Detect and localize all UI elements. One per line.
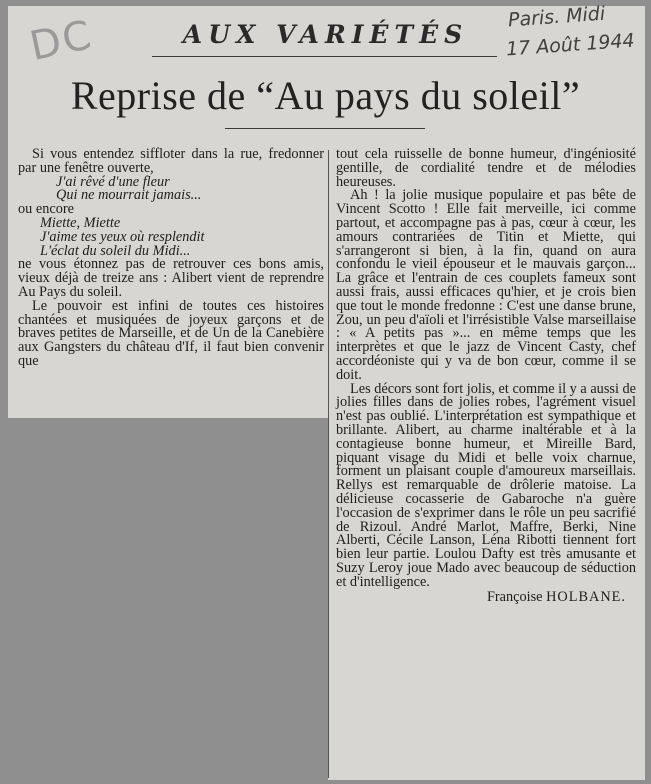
article-title: Reprise de “Au pays du soleil” <box>70 73 581 118</box>
left-paragraph-2: ne vous étonnez pas de retrouver ces bons amis, vieux déjà de treize ans : Alibert vient de reprendre Au Pays du soleil. <box>18 256 324 300</box>
right-paragraph-2: Ah ! la jolie musique populaire et pas bête de Vincent Scotto ! Elle fait merveille, ici comme partout, et accompagne pas à pas, cœur à cœur, les amours contrariées de Titin et Miette, qui s'arrangeront si bien, à la fin, quand on aura confondu le vieil épouseur et le mauvais garçon... La grâce et l'entrain de ces couplets fameux sont aussi frais, aussi efficaces qu'hier, et je crois bien que tout le monde fredonne : C'est une danse brune, Zou, un peu d'aïoli et l'irrésistible Valse marseillaise : « A petits pas »... en même temps que les interprètes et que le jazz de Vincent Casty, chef accordéoniste qui y va de bon cœur, comme il se doit. <box>336 187 636 383</box>
author-last-name: HOLBANE. <box>546 588 626 605</box>
right-paragraph-3: Les décors sont fort jolis, et comme il y a aussi de jolies filles dans de jolies robes, l'agrément visuel n'est pas oublié. L'interprétation est sympathique et brillante. Alibert, au charme inaltérable et à la contagieuse bonne humeur, et Mireille Bard, piquant visage du Midi et belle voix charnue, forment un plaisant couple d'amoureux marseillais. Rellys est remarquable de drôlerie matoise. La délicieuse cocasserie de Gabaroche n'a guère l'occasion de s'exprimer dans le rôle un peu sacrifié de Rizoul. André Marlot, Maffre, Berki, Nine Alberti, Cécile Lanson, Léna Ribotti tiennent fort bien leur partie. Loulou Dafty est très amusante et Suzy Leroy joue Mado avec beaucoup de séduction et d'intelligence. <box>336 380 636 590</box>
article-left-column <box>18 148 324 369</box>
handwritten-stamp: DC <box>25 11 97 71</box>
ou-encore-line: ou encore <box>18 201 74 218</box>
section-kicker: AUX VARIÉTÉS <box>182 20 469 49</box>
article-right-column <box>336 148 636 604</box>
song-verse-1: J'ai rêvé d'une fleur <box>56 173 170 190</box>
song-verse-3: Miette, Miette <box>40 214 121 231</box>
author-signature <box>336 588 636 605</box>
kicker-rule <box>152 56 497 57</box>
handwritten-source: Paris. Midi <box>507 2 606 32</box>
right-paragraph-1: tout cela ruisselle de bonne humeur, d'ingéniosité gentille, de cordialité tendre et de mélodies heureuses. <box>336 146 636 190</box>
title-rule <box>225 128 425 129</box>
song-verse-2: Qui ne mourrait jamais... <box>56 187 202 204</box>
column-divider <box>328 150 329 778</box>
left-paragraph-3: Le pouvoir est infini de toutes ces histoires chantées et musiquées de joyeux garçons et de braves petites de Marseille, et de Un de la Canebière aux Gangsters du château d'If, il faut bien convenir que <box>18 297 324 369</box>
song-verse-5: L'éclat du soleil du Midi... <box>40 242 191 259</box>
song-verse-4: J'aime tes yeux où resplendit <box>40 228 205 245</box>
author-first-name: Françoise <box>486 588 543 605</box>
left-paragraph-1: Si vous entendez siffloter dans la rue, fredonner par une fenêtre ouverte, <box>18 146 324 176</box>
handwritten-date: 17 Août 1944 <box>505 29 636 61</box>
